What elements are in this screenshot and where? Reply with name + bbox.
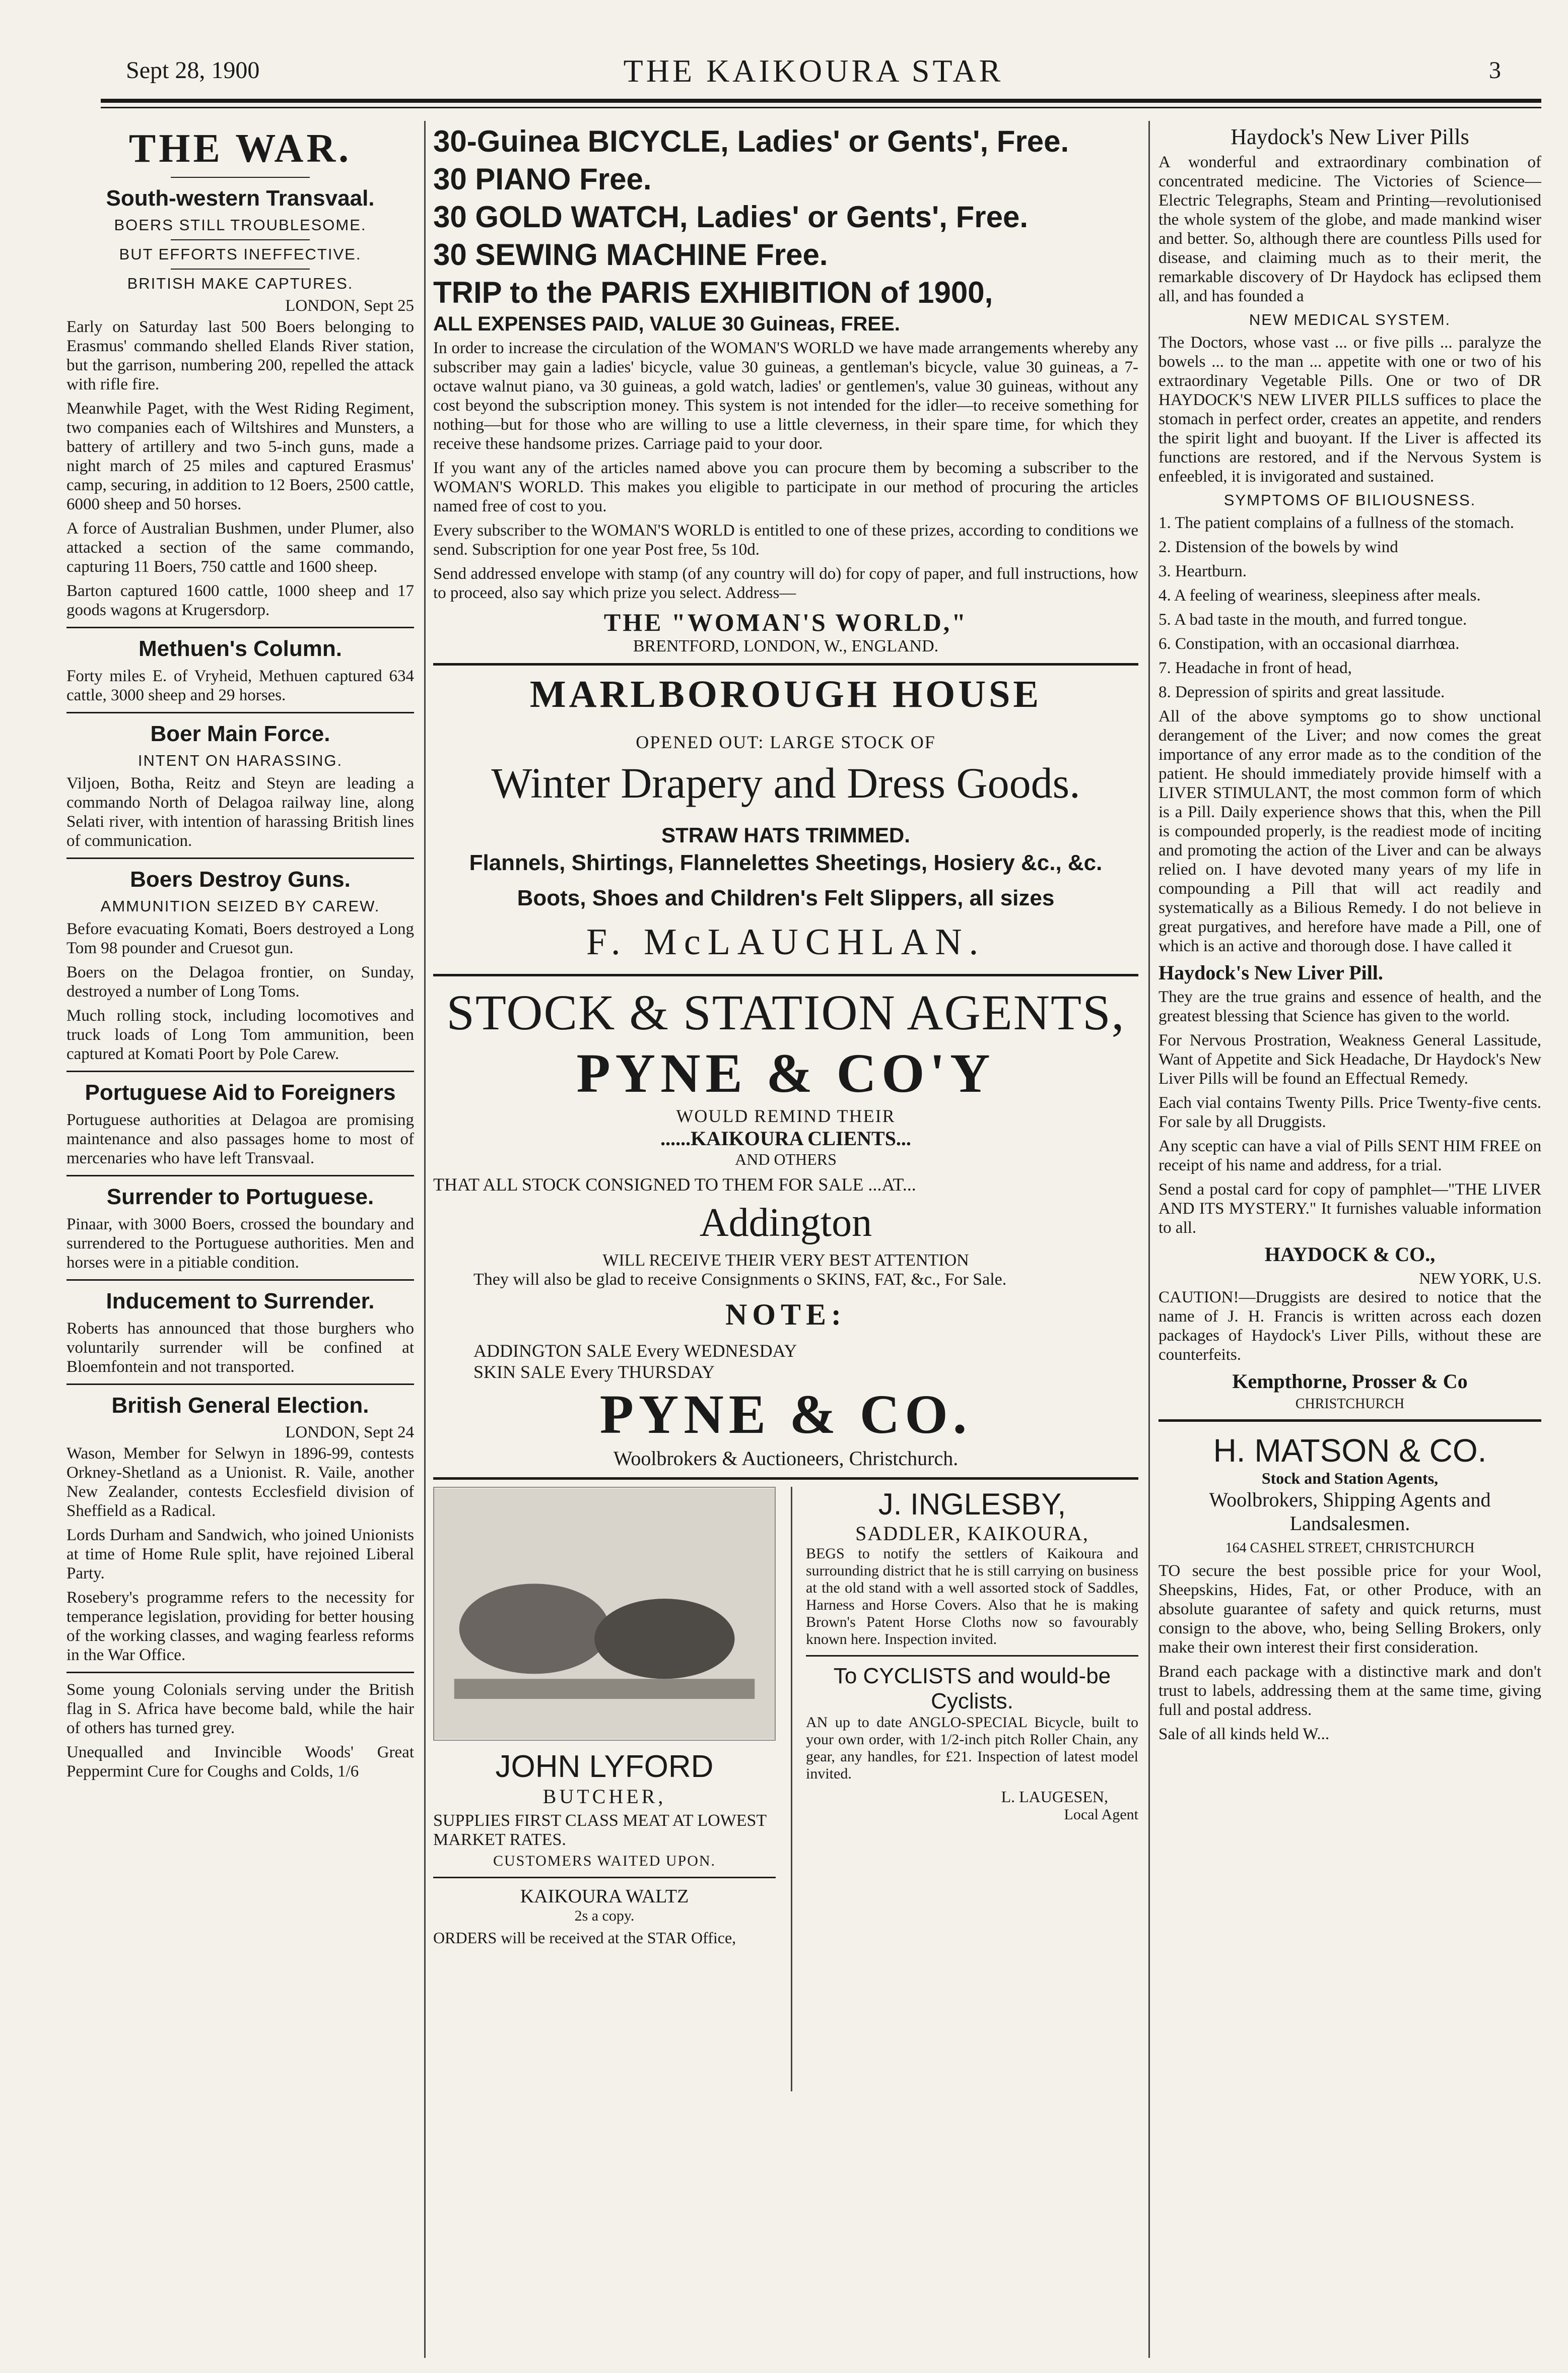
- subheading: AMMUNITION SEIZED BY CAREW.: [100, 897, 380, 915]
- agent-name: L. LAUGESEN,: [1001, 1788, 1108, 1806]
- divider: [433, 974, 1138, 976]
- divider: [66, 1672, 414, 1673]
- paragraph: In order to increase the circulation of the WOMAN'S WORLD we have made arrangements whereby any subscriber may gain a ladies' bicycle, value 30 guineas, a gentleman's bicycle, value 30 guineas, a 7-octave walnut piano, va 30 guineas, a gold watch, ladies' or gentlemen's, value 30 guineas, without any cost beyond the subscription money. This system is not intended for the idler—to receive something for nothing—but for those who are willing to use a little cleverness, in their spare time, for which they receive these handsome prizes. Carriage paid to your door.: [433, 339, 1138, 453]
- subheading: NEW MEDICAL SYSTEM.: [1249, 311, 1451, 328]
- paragraph: If you want any of the articles named above you can procure them by becoming a subscriber to the WOMAN'S WORLD. This makes you eligible to participate in our method of procuring the articles named free of cost to you.: [433, 459, 1138, 515]
- paragraph: Early on Saturday last 500 Boers belonging to Erasmus' commando shelled Elands River station, but the garrison, numbering 200, repelled the attack with rifle fire.: [66, 318, 414, 393]
- masthead-rule-thin: [101, 107, 1541, 108]
- saddler-text: BEGS to notify the settlers of Kaikoura and surrounding district that he is still carrying on business at the old stand with a well assorted stock of Saddles, Harness and Horse Covers. Also that he is making Brown's Patent Horse Cloths now so favourably known here. Inspection invited.: [806, 1545, 1138, 1647]
- offer-line: 30 GOLD WATCH, Ladies' or Gents', Free.: [433, 200, 1028, 234]
- firm-footer: Woolbrokers & Auctioneers, Christchurch.: [613, 1447, 959, 1470]
- list-item: 1. The patient complains of a fullness of the stomach.: [1158, 514, 1514, 532]
- paragraph: TO secure the best possible price for your Wool, Sheepskins, Hides, Fat, or other Produce, with an absolute guarantee of safety and quick returns, must consign to the above, who, being Selling Brokers, only make their own interest their first consideration.: [1158, 1562, 1541, 1657]
- offer-line: 30 PIANO Free.: [433, 162, 652, 196]
- stock-station-agents: STOCK & STATION AGENTS,: [446, 984, 1125, 1040]
- paragraph: Wason, Member for Selwyn in 1896-99, contests Orkney-Shetland as a Unionist. R. Vaile, another New Zealander, contests Ecclesfield division of Sheffield as a Radical.: [66, 1444, 414, 1520]
- paragraph: All of the above symptoms go to show unctional derangement of the Liver; and now comes the great importance of any error made as to the condition of the patient. He should immediately provide himself with a LIVER STIMULANT, the most common form of which is a Pill. Daily experience shows that this, when the Pill is compounded properly, is the readiest mode of inciting and promoting the action of the Liver and can be always relied on. I have devoted many years of my life in compounding a Pill that will act readily and systematically as a Bilious Remedy. I do not believe in great purgatives, and herefore have made a Pill, one of which is an active and thorough dose. I have called it: [1158, 707, 1541, 955]
- subheading: BOERS STILL TROUBLESOME.: [114, 216, 367, 234]
- supplies-line: SUPPLIES FIRST CLASS MEAT AT LOWEST MARKET RATES.: [433, 1811, 767, 1849]
- addington: Addington: [699, 1201, 872, 1245]
- divider: [433, 663, 1138, 666]
- paragraph: Forty miles E. of Vryheid, Methuen captured 634 cattle, 3000 sheep and 29 horses.: [66, 667, 414, 704]
- war-news-column: [66, 121, 414, 2358]
- paragraph: The Doctors, whose vast ... or five pills ... paralyze the bowels ... to the man ... appetite with one or two of his extraordinary Vegetable Pills. One or two of DR HAYDOCK'S NEW LIVER PILLS suffices to place the stomach in perfect order, creates an appetite, and renders the spirit light and buoyant. If the Liver is affected its functions are restored, and if the Nervous System is enfeebled, it is invigorated and sustained.: [1158, 334, 1541, 486]
- list-item: 5. A bad taste in the mouth, and furred tongue.: [1158, 611, 1467, 629]
- customers-line: CUSTOMERS WAITED UPON.: [493, 1853, 716, 1869]
- butcher-illustration: [433, 1487, 776, 1741]
- paragraph: For Nervous Prostration, Weakness General Lassitude, Want of Appetite and Sick Headache, Dr Haydock's New Liver Pills will be found an Effectual Remedy.: [1158, 1031, 1541, 1088]
- firm-name-large: PYNE & CO.: [599, 1383, 972, 1445]
- paragraph: Rosebery's programme refers to the necessity for temperance legislation, providing for better housing of the working classes, and waging fearless reforms in the War Office.: [66, 1589, 414, 1664]
- offer-line: 30 SEWING MACHINE Free.: [433, 238, 828, 272]
- paragraph: Meanwhile Paget, with the West Riding Regiment, two companies each of Wiltshires and Munsters, a battery of artillery and two 5-inch guns, made a night march of 25 miles and captured Erasmus' camp, securing, in addition to 12 Boers, 2500 cattle, 6000 sheep and 50 horses.: [66, 400, 414, 513]
- subheading: BUT EFFORTS INEFFECTIVE.: [119, 245, 362, 263]
- issue-date: Sept 28, 1900: [126, 57, 260, 84]
- inglesby-advert: [806, 1487, 1138, 1823]
- paragraph: Any sceptic can have a vial of Pills SENT HIM FREE on receipt of his name and address, for a trial.: [1158, 1137, 1541, 1174]
- waltz-title: KAIKOURA WALTZ: [520, 1886, 689, 1907]
- clients-line: ......KAIKOURA CLIENTS...: [660, 1127, 911, 1150]
- divider: [66, 712, 414, 713]
- divider: [1158, 1419, 1541, 1422]
- paragraph: Viljoen, Botha, Reitz and Steyn are leading a commando North of Delagoa railway line, along Selati river, with intention of harassing British lines of communication.: [66, 774, 414, 850]
- paragraph: Lords Durham and Sandwich, who joined Unionists at time of Home Rule split, have rejoined Liberal Party.: [66, 1526, 414, 1583]
- masthead: [126, 53, 1501, 92]
- cyclists-text: AN up to date ANGLO-SPECIAL Bicycle, built to your own order, with 1/2-inch pitch Roller Chain, any gear, any handles, for £21. Inspection of latest model invited.: [806, 1714, 1138, 1782]
- flannels-line: Flannels, Shirtings, Flannelettes Sheetings, Hosiery &c., &c.: [469, 850, 1103, 875]
- boots-line: Boots, Shoes and Children's Felt Slippers, all sizes: [517, 886, 1055, 910]
- paragraph: Barton captured 1600 cattle, 1000 sheep and 17 goods wagons at Krugersdorp.: [66, 582, 414, 619]
- lyford-advert: [433, 1487, 776, 1947]
- list-item: 3. Heartburn.: [1158, 562, 1247, 580]
- paragraph: They are the true grains and essence of health, and the greatest blessing that Science has given to the world.: [1158, 988, 1541, 1025]
- others-line: AND OTHERS: [735, 1150, 837, 1168]
- agent-title: Local Agent: [1064, 1806, 1138, 1823]
- pyne-and-co-advert: [433, 983, 1138, 1470]
- haydock-subtitle: Haydock's New Liver Pill.: [1158, 961, 1383, 984]
- divider: [66, 1383, 414, 1385]
- section-heading: Methuen's Column.: [138, 636, 342, 661]
- cyclists-heading: To CYCLISTS and would-be Cyclists.: [833, 1664, 1111, 1713]
- womans-world-address: BRENTFORD, LONDON, W., ENGLAND.: [633, 637, 939, 655]
- butcher-trade: BUTCHER,: [542, 1785, 666, 1808]
- masthead-rule: [101, 99, 1541, 103]
- matson-title: H. MATSON & CO.: [1213, 1432, 1487, 1469]
- section-heading: Portuguese Aid to Foreigners: [85, 1080, 396, 1105]
- paragraph: Send addressed envelope with stamp (of any country will do) for copy of paper, and full instructions, how to proceed, also say which prize you select. Address—: [433, 565, 1138, 602]
- page-number: 3: [1489, 57, 1501, 84]
- butcher-name: JOHN LYFORD: [495, 1749, 714, 1784]
- subheading: SYMPTOMS OF BILIOUSNESS.: [1223, 491, 1476, 509]
- paragraph: Each vial contains Twenty Pills. Price Twenty-five cents. For sale by all Druggists.: [1158, 1094, 1541, 1131]
- marlborough-house-advert: [433, 673, 1138, 964]
- skins-line: They will also be glad to receive Consignments o SKINS, FAT, &c., For Sale.: [473, 1270, 1007, 1289]
- list-item: 4. A feeling of weariness, sleepiness after meals.: [1158, 586, 1481, 605]
- paragraph: A force of Australian Bushmen, under Plumer, also attacked a section of the same commando, capturing 11 Boers, 750 cattle and 1600 sheep.: [66, 519, 414, 576]
- addington-sale: ADDINGTON SALE Every WEDNESDAY: [473, 1341, 797, 1361]
- skin-sale: SKIN SALE Every THURSDAY: [473, 1362, 715, 1382]
- war-heading: THE WAR.: [128, 126, 352, 171]
- offer-line: TRIP to the PARIS EXHIBITION of 1900,: [433, 276, 993, 309]
- dateline: LONDON, Sept 25: [285, 297, 414, 315]
- expenses-line: ALL EXPENSES PAID, VALUE 30 Guineas, FREE.: [433, 313, 900, 335]
- offer-line: 30-Guinea BICYCLE, Ladies' or Gents', Free.: [433, 124, 1069, 158]
- inner-divider: [791, 1487, 792, 2091]
- orders-line: ORDERS will be received at the STAR Office,: [433, 1929, 736, 1947]
- paragraph: Before evacuating Komati, Boers destroyed a Long Tom 98 pounder and Cruesot gun.: [66, 920, 414, 957]
- advertisements-column: [433, 121, 1138, 2358]
- saddler-name: J. INGLESBY,: [878, 1487, 1066, 1521]
- divider: [171, 269, 310, 270]
- divider: [66, 1071, 414, 1072]
- agents-name: Kempthorne, Prosser & Co: [1232, 1370, 1468, 1393]
- paragraph: Much rolling stock, including locomotives and truck loads of Long Tom ammunition, been captured at Komati Poort by Pole Carew.: [66, 1007, 414, 1063]
- haydock-city: NEW YORK, U.S.: [1419, 1269, 1541, 1287]
- agents-city: CHRISTCHURCH: [1295, 1396, 1405, 1412]
- column-divider-2: [1148, 121, 1150, 2358]
- straw-hats: STRAW HATS TRIMMED.: [661, 823, 910, 847]
- section-heading: Inducement to Surrender.: [106, 1289, 375, 1313]
- haydock-title: Haydock's New Liver Pills: [1231, 124, 1469, 149]
- section-heading: Boers Destroy Guns.: [130, 867, 351, 892]
- paragraph: Sale of all kinds held W...: [1158, 1725, 1330, 1743]
- matson-sub2: Woolbrokers, Shipping Agents and Landsalesmen.: [1209, 1488, 1491, 1535]
- section-heading: Surrender to Portuguese.: [106, 1184, 374, 1209]
- list-item: 2. Distension of the bowels by wind: [1158, 538, 1398, 556]
- note-heading: NOTE:: [725, 1298, 847, 1331]
- list-item: 7. Headache in front of head,: [1158, 659, 1352, 677]
- lower-adverts: [433, 1487, 1138, 2091]
- womans-world-title: THE "WOMAN'S WORLD,": [603, 608, 968, 636]
- paragraph: Boers on the Delagoa frontier, on Sunday, destroyed a number of Long Toms.: [66, 963, 414, 1001]
- paragraph: A wonderful and extraordinary combination of concentrated medicine. The Victories of Science—Electric Telegraphs, Steam and Printing—revolutionised the whole system of the globe, and made mankind wiser and better. So, although there are countless Pills used for disease, and claiming much as to their merit, the remarkable discovery of Dr Haydock has eclipsed them all, and has founded a: [1158, 153, 1541, 305]
- divider: [806, 1655, 1138, 1657]
- divider: [433, 1477, 1138, 1480]
- remind-line: WOULD REMIND THEIR: [676, 1106, 896, 1126]
- column-divider-1: [424, 121, 426, 2358]
- divider: [66, 1175, 414, 1176]
- paragraph: Some young Colonials serving under the British flag in S. Africa have become bald, while the hair of others has turned grey.: [66, 1681, 414, 1737]
- divider: [433, 1877, 776, 1878]
- paragraph: Send a postal card for copy of pamphlet—"THE LIVER AND ITS MYSTERY." It furnishes valuable information to all.: [1158, 1180, 1541, 1237]
- matson-address: 164 CASHEL STREET, CHRISTCHURCH: [1225, 1540, 1475, 1556]
- matson-sub1: Stock and Station Agents,: [1261, 1469, 1439, 1487]
- opened-line: OPENED OUT: LARGE STOCK OF: [636, 732, 936, 752]
- paragraph: Unequalled and Invincible Woods' Great Peppermint Cure for Coughs and Colds, 1/6: [66, 1743, 414, 1781]
- waltz-price: 2s a copy.: [574, 1907, 635, 1924]
- symptoms-list: [1158, 513, 1541, 702]
- paragraph: Every subscriber to the WOMAN'S WORLD is entitled to one of these prizes, according to conditions we send. Subscription for one year Post free, 5s 10d.: [433, 521, 1138, 559]
- shop-name: MARLBOROUGH HOUSE: [529, 673, 1042, 715]
- section-heading: South-western Transvaal.: [106, 186, 375, 211]
- divider: [171, 177, 310, 178]
- medicine-column: [1158, 121, 1541, 2358]
- list-item: 8. Depression of spirits and great lassitude.: [1158, 683, 1445, 701]
- paragraph: CAUTION!—Druggists are desired to notice that the name of J. H. Francis is written across each dozen packages of Haydock's Liver Pills, without these are counterfeits.: [1158, 1288, 1541, 1364]
- paragraph: Portuguese authorities at Delagoa are promising maintenance and also passages home to most of mercenaries who have left Transvaal.: [66, 1111, 414, 1167]
- firm-name: PYNE & CO'Y: [576, 1042, 995, 1104]
- section-heading: British General Election.: [111, 1393, 369, 1418]
- womans-world-advert: [433, 124, 1138, 656]
- divider: [66, 627, 414, 628]
- paragraph: Roberts has announced that those burghers who voluntarily surrender will be confined at Bloemfontein and not transported.: [66, 1320, 414, 1376]
- haydock-company: HAYDOCK & CO.,: [1264, 1243, 1436, 1266]
- subheading: BRITISH MAKE CAPTURES.: [127, 275, 354, 292]
- paragraph: Pinaar, with 3000 Boers, crossed the boundary and surrendered to the Portuguese authorities. Men and horses were in a pitiable condition.: [66, 1215, 414, 1272]
- saddler-trade: SADDLER, KAIKOURA,: [855, 1522, 1089, 1545]
- divider: [66, 858, 414, 859]
- section-heading: Boer Main Force.: [150, 721, 330, 746]
- divider: [66, 1279, 414, 1281]
- winter-drapery: Winter Drapery and Dress Goods.: [491, 759, 1080, 807]
- dateline: LONDON, Sept 24: [285, 1423, 414, 1441]
- divider: [171, 239, 310, 240]
- proprietor-name: F. McLAUCHLAN.: [586, 921, 986, 963]
- attention-line: WILL RECEIVE THEIR VERY BEST ATTENTION: [602, 1251, 969, 1270]
- list-item: 6. Constipation, with an occasional diarrhœa.: [1158, 635, 1460, 653]
- subheading: INTENT ON HARASSING.: [138, 752, 343, 769]
- consigned-line: THAT ALL STOCK CONSIGNED TO THEM FOR SALE ...AT...: [433, 1174, 916, 1195]
- cattle-illustration: [434, 1488, 775, 1740]
- newspaper-title: THE KAIKOURA STAR: [623, 53, 1004, 89]
- paragraph: Brand each package with a distinctive mark and don't trust to labels, addressing them at the same time, giving full and postal address.: [1158, 1663, 1541, 1719]
